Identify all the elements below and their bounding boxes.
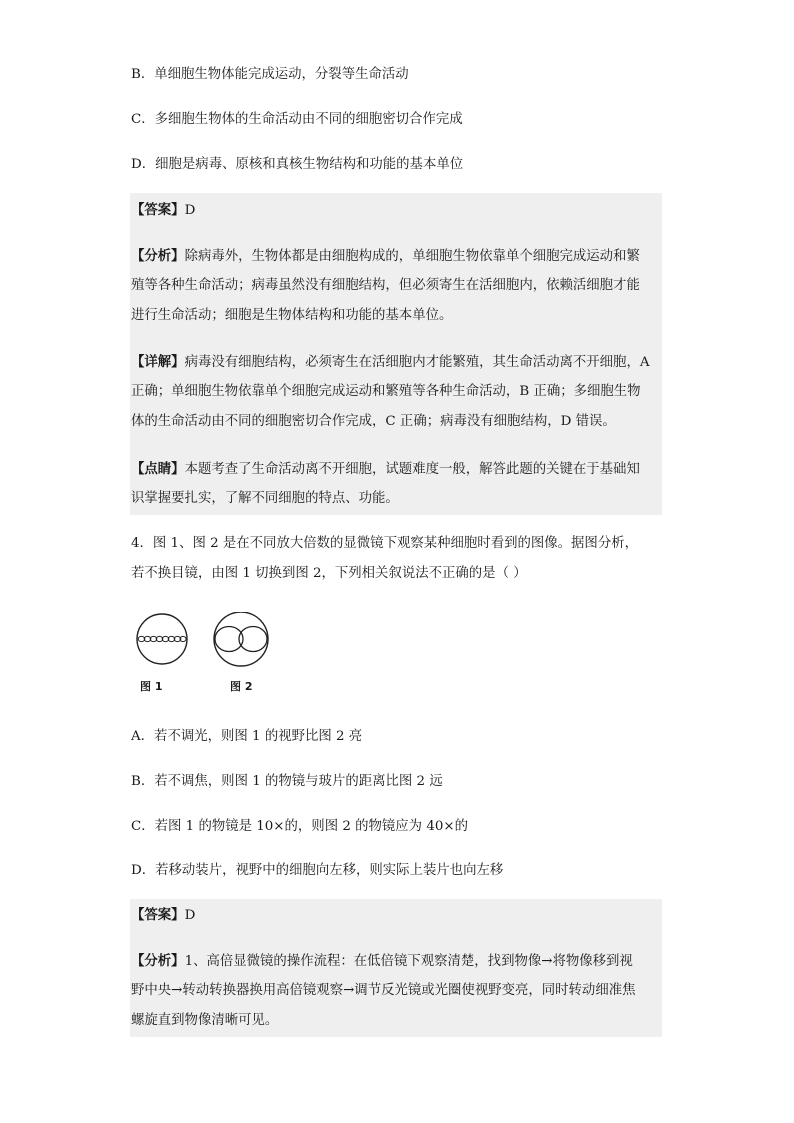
analysis-text: 1、高倍显微镜的操作流程：在低倍镜下观察清楚，找到物像→将物像移到视 [184, 954, 633, 969]
q4-option-a: A．若不调光，则图 1 的视野比图 2 亮 [131, 729, 363, 744]
comment-tag: 【点睛】 [131, 461, 185, 477]
q4-answer-line [131, 906, 195, 925]
fig2-label: 图 2 [230, 680, 253, 693]
comment-text: 本题考查了生命活动离不开细胞，试题难度一般，解答此题的关键在于基础知 [184, 462, 640, 477]
microscope-figure [134, 612, 274, 696]
detail-tag: 【详解】 [131, 354, 185, 370]
q4-option-d: D．若移动装片，视野中的细胞向左移，则实际上装片也向左移 [131, 863, 504, 878]
q4-stem-line-2: 若不换目镜，由图 1 切换到图 2，下列相关叙说法不正确的是（ ） [131, 566, 527, 581]
q3-detail-line-2: 正确；单细胞生物依靠单个细胞完成运动和繁殖等各种生命活动，B 正确；多细胞生物 [131, 384, 641, 399]
q4-stem-line-1: 4．图 1、图 2 是在不同放大倍数的显微镜下观察某种细胞时看到的图像。据图分析， [131, 536, 638, 551]
q3-comment-line-1 [131, 460, 640, 479]
q4-analysis-line-1 [131, 952, 633, 971]
option-d-prev: D．细胞是病毒、原核和真核生物结构和功能的基本单位 [131, 157, 464, 172]
q4-option-b: B．若不调焦，则图 1 的物镜与玻片的距离比图 2 远 [131, 774, 443, 789]
analysis-tag: 【分析】 [131, 953, 185, 969]
analysis-tag: 【分析】 [131, 248, 185, 264]
q4-analysis-line-2: 野中央→转动转换器换用高倍镜观察→调节反光镜或光圈使视野变亮，同时转动细准焦 [131, 983, 636, 998]
q4-analysis-line-3: 螺旋直到物像清晰可见。 [131, 1013, 279, 1028]
answer-value: D [184, 203, 196, 218]
microscope-views-diagram [134, 612, 274, 672]
answer-tag: 【答案】 [131, 907, 185, 923]
analysis-text: 除病毒外，生物体都是由细胞构成的，单细胞生物依靠单个细胞完成运动和繁 [184, 249, 640, 264]
option-c-prev: C．多细胞生物体的生命活动由不同的细胞密切合作完成 [131, 112, 463, 127]
detail-text: 病毒没有细胞结构，必须寄生在活细胞内才能繁殖，其生命活动离不开细胞，A [184, 355, 650, 370]
fig2-enlarged-cells [215, 627, 267, 652]
q3-detail-line-1 [131, 353, 650, 372]
q3-detail-line-3: 体的生命活动由不同的细胞密切合作完成，C 正确；病毒没有细胞结构，D 错误。 [131, 414, 616, 429]
q3-comment-line-2: 识掌握要扎实，了解不同细胞的特点、功能。 [131, 491, 399, 506]
fig1-cell-chain [138, 636, 186, 641]
fig1-label: 图 1 [140, 680, 163, 693]
fig2-field-circle [214, 612, 268, 666]
q3-analysis-line-2: 殖等各种生命活动；病毒虽然没有细胞结构，但必须寄生在活细胞内，依赖活细胞才能 [131, 278, 640, 293]
answer-value: D [184, 908, 196, 923]
q3-analysis-line-1 [131, 247, 640, 266]
answer-tag: 【答案】 [131, 202, 185, 218]
q4-option-c: C．若图 1 的物镜是 10×的，则图 2 的物镜应为 40×的 [131, 819, 468, 834]
q3-analysis-line-3: 进行生命活动；细胞是生物体结构和功能的基本单位。 [131, 308, 453, 323]
option-b-prev: B．单细胞生物体能完成运动，分裂等生命活动 [131, 67, 409, 82]
q3-answer-line [131, 201, 195, 220]
